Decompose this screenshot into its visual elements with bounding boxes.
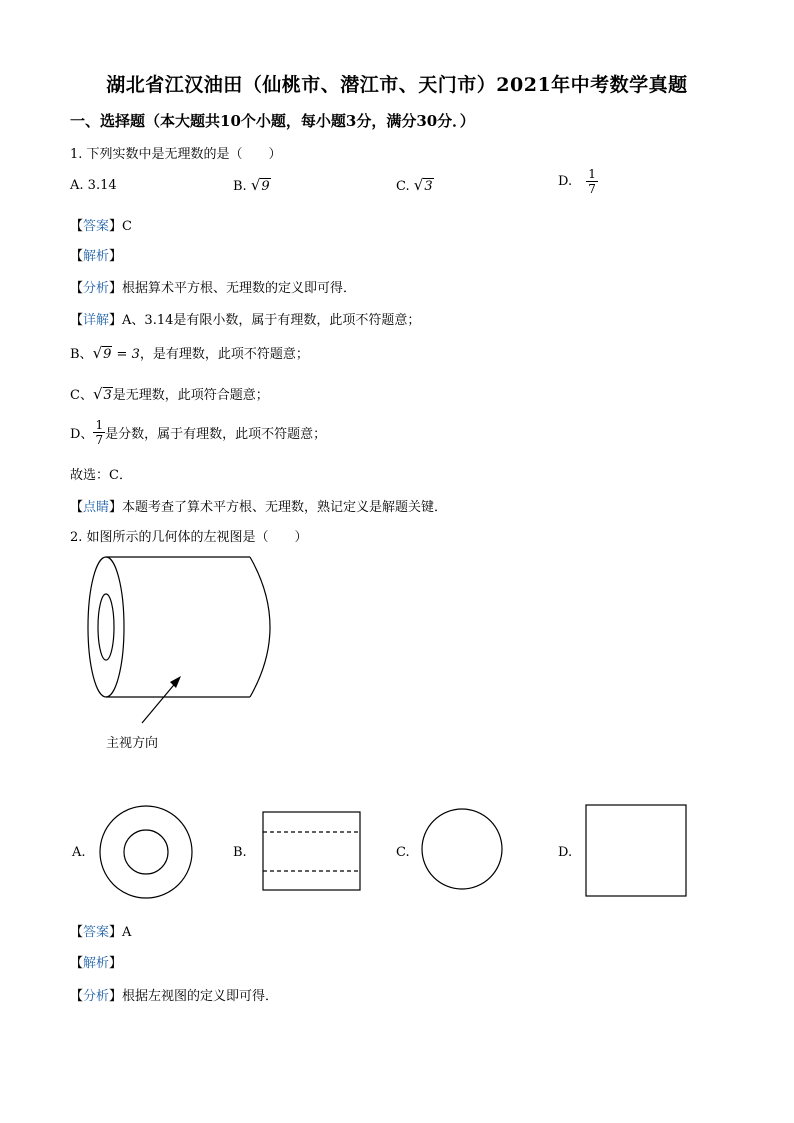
option-label: D. [558, 174, 573, 189]
option-label: B. [233, 179, 247, 194]
q1-fenxi: 【分析】根据算术平方根、无理数的定义即可得． [70, 281, 357, 296]
q2-option-b-label[interactable]: B. [233, 845, 247, 860]
q2-analysis-heading: 【解析】 [70, 956, 123, 971]
q1-detail-c: C、√3是无理数，此项符合题意； [70, 385, 269, 403]
q1-analysis-heading: 【解析】 [70, 249, 123, 264]
q1-detail-b: B、√9 = 3，是有理数，此项不符题意； [70, 344, 309, 362]
option-a-inner-circle [124, 830, 168, 874]
option-label: A. [70, 178, 84, 193]
q2-option-a-label[interactable]: A. [72, 845, 86, 860]
option-d-square [586, 805, 686, 896]
q1-choose: 故选：C． [70, 468, 132, 483]
option-label: C. [396, 179, 410, 194]
q1-detail-d: D、 $\frac{1}{7}$ 是分数，属于有理数，此项不符题意； [70, 418, 327, 447]
q2-answer: 【答案】A [70, 925, 132, 940]
fraction: $\frac{1}{7}$ [588, 167, 596, 196]
q2-option-c-label[interactable]: C. [396, 845, 410, 860]
q1-dianjing: 【点睛】本题考查了算术平方根、无理数，熟记定义是解题关键． [70, 500, 448, 515]
option-a-outer-circle [100, 806, 192, 898]
option-value: 3.14 [87, 178, 117, 193]
page-title: 湖北省江汉油田（仙桃市、潜江市、天门市）2021年中考数学真题 [106, 74, 688, 96]
section-heading: 一、选择题（本大题共10个小题，每小题3分，满分30分．） [70, 112, 475, 130]
q1-stem: 1. 下列实数中是无理数的是（ ） [70, 147, 282, 162]
option-c-circle [422, 809, 502, 889]
sqrt-expression: √9 [250, 176, 270, 194]
q1-detail-a: 【详解】A、3.14是有限小数，属于有理数，此项不符题意； [70, 313, 421, 328]
q2-fenxi: 【分析】根据左视图的定义即可得． [70, 989, 279, 1004]
sqrt-expression: √3 [413, 176, 433, 194]
q2-option-d-label[interactable]: D. [558, 845, 573, 860]
option-b-rectangle [263, 812, 360, 890]
figure-caption: 主视方向 [106, 736, 159, 751]
q2-stem: 2. 如图所示的几何体的左视图是（ ） [70, 530, 308, 545]
q1-answer: 【答案】C [70, 219, 132, 234]
